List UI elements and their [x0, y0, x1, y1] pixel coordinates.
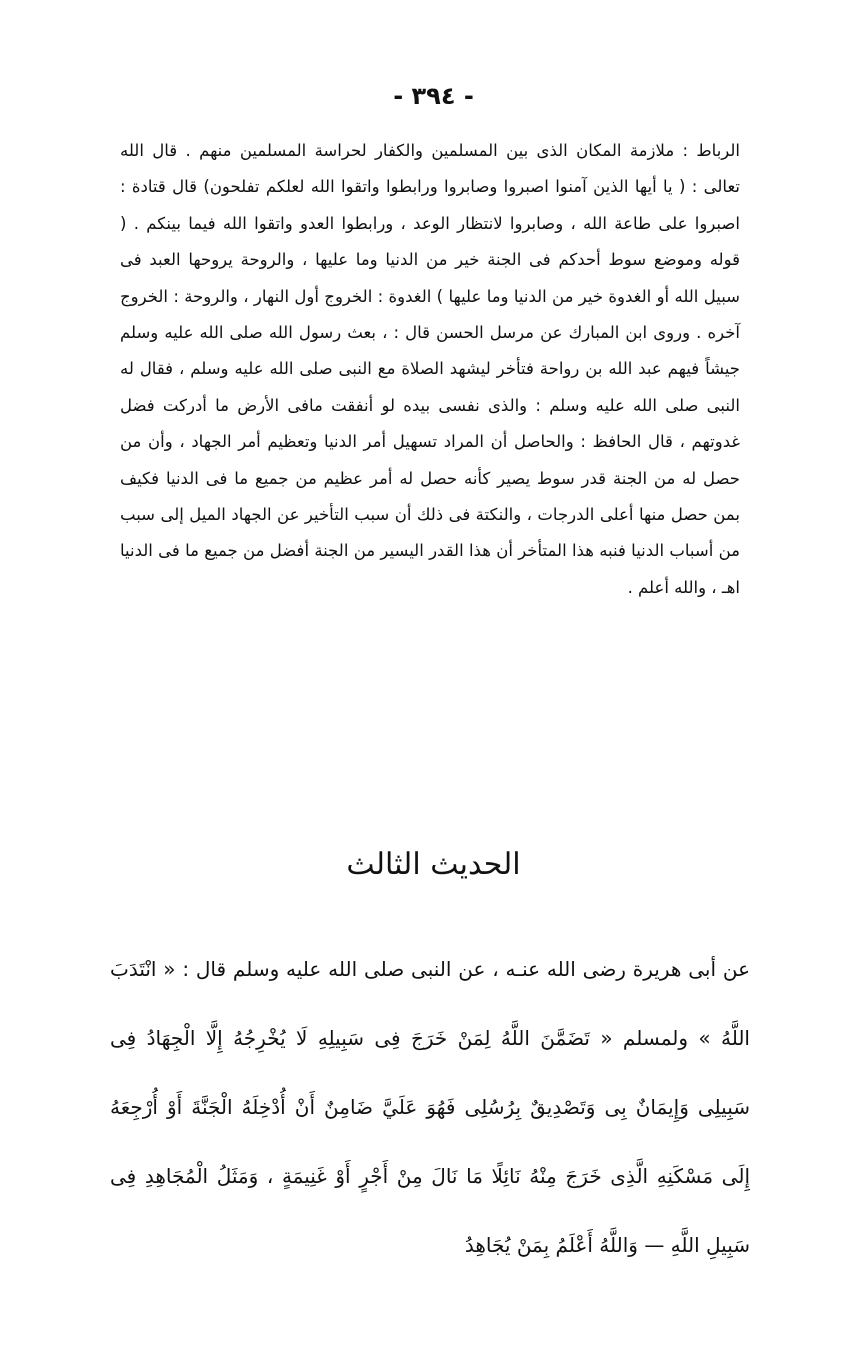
hadith-paragraph: عن أبى هريرة رضى الله عنـه ، عن النبى صلى الله عليه وسلم قال : « انْتَدَبَ اللَّهُ » ولمسلم « تَضَمَّنَ اللَّهُ لِمَنْ خَرَجَ فِى سَبِيلِهِ لَا يُخْرِجُهُ إِلَّا الْجِهَادُ فِى سَبِيلِى وَإِيمَانٌ بِى وَتَصْدِيقٌ بِرُسُلِى فَهُوَ عَلَيَّ ضَامِنٌ أَنْ أُدْخِلَهُ الْجَنَّةَ أَوْ أُرْجِعَهُ إِلَى مَسْكَنِهِ الَّذِى خَرَجَ مِنْهُ نَائِلًا مَا نَالَ مِنْ أَجْرٍ أَوْ غَنِيمَةٍ ، وَمَثَلُ الْمُجَاهِدِ فِى سَبِيلِ اللَّهِ — وَاللَّهُ أَعْلَمُ بِمَنْ يُجَاهِدُ [110, 957, 750, 1257]
page-number: - ٣٩٤ - [393, 82, 474, 110]
section-heading: الحديث الثالث [346, 847, 521, 882]
commentary-paragraph: الرباط : ملازمة المكان الذى بين المسلمين والكفار لحراسة المسلمين منهم . قال الله تعالى : ( يا أيها الذين آمنوا اصبروا وصابروا ورابطوا واتقوا الله لعلكم تفلحون) قال قتادة : اصبروا على طاعة الله ، وصابروا لانتظار الوعد ، ورابطوا العدو واتقوا الله فيما بينكم . ( قوله وموضع سوط أحدكم فى الجنة خير من الدنيا وما عليها ، والروحة يروحها العبد فى سبيل الله أو الغدوة خير من الدنيا وما عليها ) الغدوة : الخروج أول النهار ، والروحة : الخروج آخره . وروى ابن المبارك عن مرسل الحسن قال : ، بعث رسول الله صلى الله عليه وسلم جيشاً فيهم عبد الله بن رواحة فتأخر ليشهد الصلاة مع النبى صلى الله عليه وسلم ، فقال له النبى صلى الله عليه وسلم : والذى نفسى بيده لو أنفقت مافى الأرض ما أدركت فضل غدوتهم ، قال الحافظ : والحاصل أن المراد تسهيل أمر الدنيا وتعظيم أمر الجهاد ، وأن من حصل له من الجنة قدر سوط يصير كأنه حصل له أمر عظيم من جميع ما فى الدنيا فكيف بمن حصل منها أعلى الدرجات ، والنكتة فى ذلك أن سبب التأخير عن الجهاد الميل إلى سبب من أسباب الدنيا فنبه هذا المتأخر أن هذا القدر اليسير من الجنة أفضل من جميع ما فى الدنيا اهـ ، والله أعلم . [120, 141, 740, 597]
hadith-block [110, 935, 750, 1280]
commentary-block [120, 133, 740, 606]
